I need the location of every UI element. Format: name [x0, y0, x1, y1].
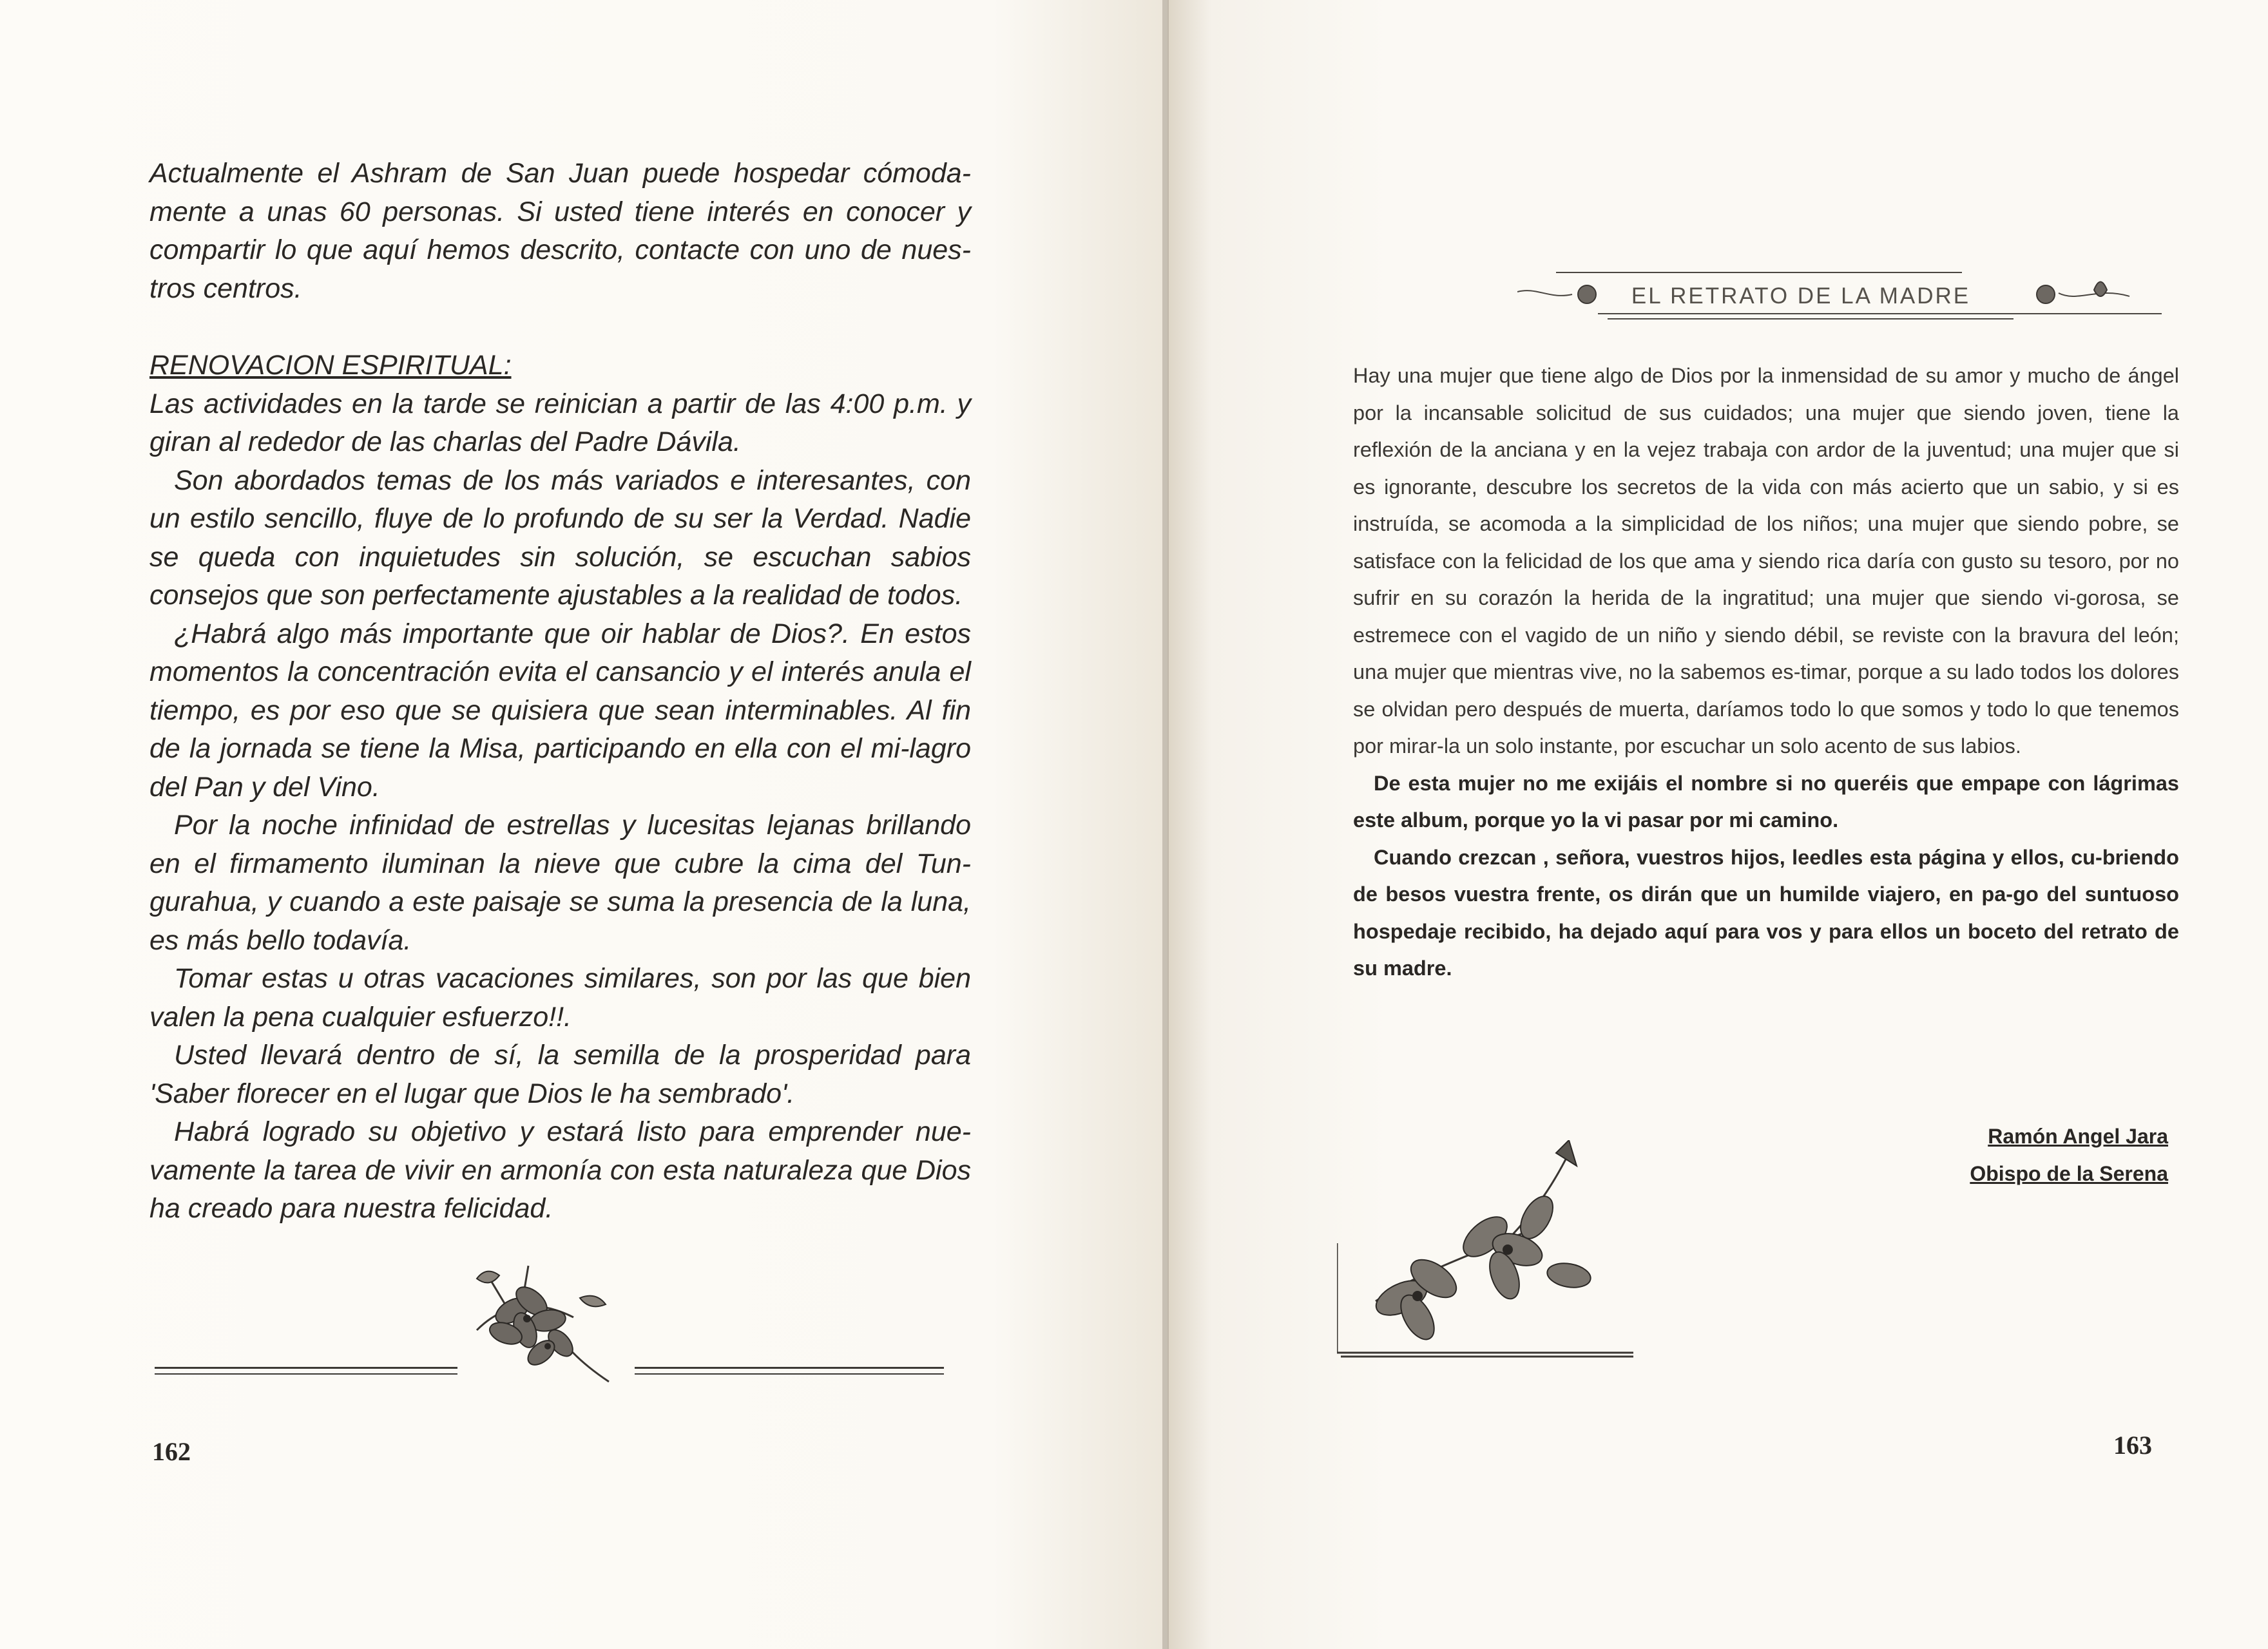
author-name: Ramón Angel Jara — [1988, 1125, 2168, 1148]
body-paragraph: Las actividades en la tarde se reinician a partir de las 4:00 p.m. y giran al rededor de las charlas del Padre Dávila. — [149, 388, 971, 457]
divider-rule — [635, 1367, 944, 1369]
title-banner — [1517, 267, 2162, 325]
flower-illustration — [451, 1240, 625, 1395]
book-spine — [1162, 0, 1169, 1649]
page-number: 163 — [2113, 1431, 2152, 1460]
divider-rule — [155, 1373, 457, 1375]
body-paragraph: Habrá logrado su objetivo y estará listo para emprender nue-vamente la tarea de vivir en armonía con esta naturaleza que Dios ha creado para nuestra felicidad. — [149, 1116, 971, 1224]
body-paragraph: Tomar estas u otras vacaciones similares, son por las que bien valen la pena cualquier esfuerzo!!. — [149, 963, 971, 1033]
section-heading: RENOVACION ESPIRITUAL: — [149, 350, 512, 381]
divider-rule — [155, 1367, 457, 1369]
page-number: 162 — [152, 1437, 191, 1466]
flower-illustration — [1337, 1140, 1646, 1359]
signature-block — [1804, 1118, 2168, 1192]
poem-paragraph: Cuando crezcan , señora, vuestros hijos, leedles esta página y ellos, cu-briendo de besos vuestra frente, os dirán que un humilde viajero, en pa-go del suntuoso hospedaje recibido, ha dejado aquí para vos y para ellos un boceto del retrato de su madre. — [1353, 845, 2179, 980]
poem-paragraph: Hay una mujer que tiene algo de Dios por la inmensidad de su amor y mucho de ángel por la incansable solicitud de sus cuidados; una mujer que siendo joven, tiene la reflexión de la anciana y en la vejez trabaja con ardor de la juventud; una mujer que si es ignorante, descubre los secretos de la vida con más acierto que un sabio, y si es instruída, se acomoda a la simplicidad de los niños; una mujer que siendo pobre, se satisface con la felicidad de los que ama y siendo rica daría con gusto su tesoro, por no sufrir en su corazón la herida de la ingratitud; una mujer que siendo vi-gorosa, se estremece con el vagido de un niño y siendo débil, se reviste con la bravura del león; una mujer que mientras vive, no la sabemos es-timar, porque a su lado todos los dolores se olvidan pero después de muerta, daríamos todo lo que somos y todo lo que tenemos por mirar-la un solo instante, por escuchar un solo acento de sus labios. — [1353, 364, 2179, 758]
author-title: Obispo de la Serena — [1970, 1162, 2168, 1185]
body-paragraph: ¿Habrá algo más importante que oir hablar de Dios?. En estos momentos la concentración evita el cansancio y el interés anula el tiempo, es por eso que se quisiera que sean interminables. Al fin de la jornada se tiene la Misa, participando en ella con el mi-lagro del Pan y del Vino. — [149, 618, 971, 803]
body-paragraph: Por la noche infinidad de estrellas y lucesitas lejanas brillando en el firmamento iluminan la nieve que cubre la cima del Tun-gurahua, y cuando a este paisaje se suma la presencia de la luna, es más bello todavía. — [149, 810, 971, 956]
poem-paragraph: De esta mujer no me exijáis el nombre si no queréis que empape con lágrimas este album, porque yo la vi pasar por mi camino. — [1353, 771, 2179, 832]
intro-paragraph: Actualmente el Ashram de San Juan puede hospedar cómoda-mente a unas 60 personas. Si usted tiene interés en conocer y compartir lo que aquí hemos descrito, contacte con uno de nues-tros centros. — [149, 158, 971, 304]
left-page-text — [149, 155, 971, 1228]
right-page-text — [1353, 357, 2179, 987]
chapter-title: EL RETRATO DE LA MADRE — [1631, 283, 1971, 309]
body-paragraph: Usted llevará dentro de sí, la semilla de la prosperidad para 'Saber florecer en el lugar que Dios le ha sembrado'. — [149, 1040, 971, 1109]
divider-rule — [635, 1373, 944, 1375]
body-paragraph: Son abordados temas de los más variados e interesantes, con un estilo sencillo, fluye de lo profundo de su ser la Verdad. Nadie se queda con inquietudes sin solución, se escuchan sabios consejos que son perfectamente ajustables a la realidad de todos. — [149, 464, 971, 611]
